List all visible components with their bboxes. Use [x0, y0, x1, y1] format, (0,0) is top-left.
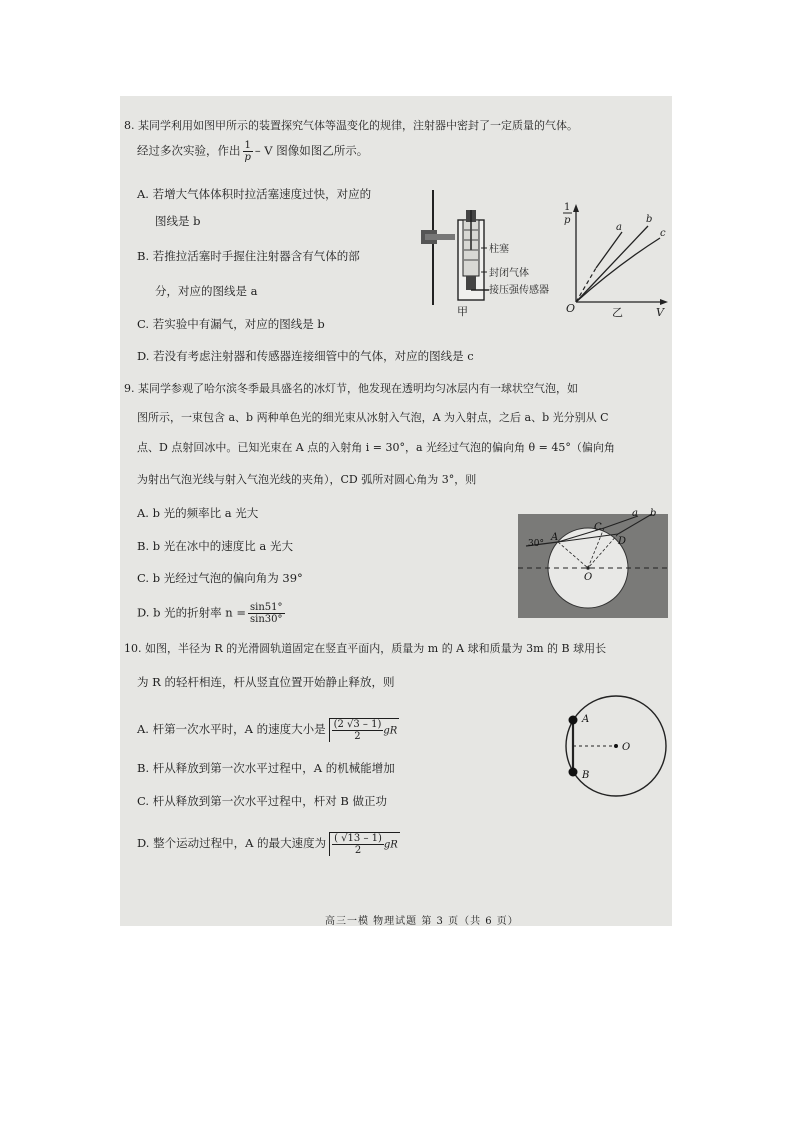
q8-axis-y-den: p: [564, 215, 571, 226]
q9-label-O: O: [584, 572, 593, 583]
q9-label-C: C: [594, 522, 602, 533]
q9-stem-line2: 图所示，一束包含 a、b 两种单色光的细光束从冰射入气泡，A 为入射点，之后 a、b 光分别从 C: [137, 411, 609, 424]
q8-label-b: b: [646, 214, 653, 225]
q10-figure-circle-track: [558, 686, 670, 804]
q9-label-a: a: [632, 508, 638, 519]
q9-option-a: A. b 光的频率比 a 光大: [137, 506, 259, 520]
q9-label-angle: 30°: [528, 539, 544, 549]
q9-stem-line3: 点、D 点射回冰中。已知光束在 A 点的入射角 i = 30°，a 光经过气泡的偏向角 θ = 45°（偏向角: [137, 441, 615, 454]
q8-fraction: $\frac{1}{p}$: [244, 140, 251, 163]
q9-option-d-fraction: $\frac{\sin 51^\circ}{\sin 30^\circ}$: [250, 602, 283, 625]
q8-label-plunger: 柱塞: [489, 244, 509, 255]
q8-curve-c: [576, 238, 660, 302]
q8-axis-y-num: 1: [564, 202, 571, 213]
q10-label-O: O: [622, 742, 631, 753]
q9-option-b: B. b 光在冰中的速度比 a 光大: [137, 539, 293, 553]
q9-label-A: A: [551, 532, 559, 543]
q8-option-b-line2: 分，对应的图线是 a: [155, 284, 258, 298]
q9-stem-line1: 9. 某同学参观了哈尔滨冬季最具盛名的冰灯节，他发现在透明均匀冰层内有一球状空气泡，如: [124, 382, 578, 395]
q9-figure-ice-bubble: [518, 506, 668, 618]
q8-option-a-line2: 图线是 b: [155, 214, 201, 228]
q8-label-c: c: [660, 228, 666, 239]
q8-option-a-line1: A. 若增大气体体积时拉活塞速度过快，对应的: [137, 187, 372, 201]
q10-option-a-sqrt: $\frac{(2 √3 - 1)}{2}$ gR: [329, 718, 400, 742]
q10-stem-line2: 为 R 的轻杆相连，杆从竖直位置开始静止释放，则: [137, 675, 395, 689]
q8-figure-jia: [415, 190, 555, 320]
q10-label-B: B: [582, 770, 590, 781]
q10-option-c: C. 杆从释放到第一次水平过程中，杆对 B 做正功: [137, 794, 387, 808]
q8-option-c: C. 若实验中有漏气，对应的图线是 b: [137, 317, 325, 331]
q8-option-d: D. 若没有考虑注射器和传感器连接细管中的气体，对应的图线是 c: [137, 349, 474, 363]
q9-label-D: D: [618, 536, 627, 547]
q8-label-gas: 封闭气体: [489, 268, 529, 279]
q10-option-d-sqrt: $\frac{( √13 - 1)}{2}$ gR: [329, 832, 400, 856]
q8-caption-yi: 乙: [612, 306, 623, 319]
page-footer: 高三一模 物理试题 第 3 页（共 6 页）: [325, 916, 519, 927]
q8-caption-jia: 甲: [457, 305, 468, 318]
q10-label-A: A: [582, 714, 590, 725]
q10-stem-line1: 10. 如图，半径为 R 的光滑圆轨道固定在竖直平面内，质量为 m 的 A 球和质量为 3m 的 B 球用长: [124, 642, 607, 655]
q8-option-b-line1: B. 若推拉活塞时手握住注射器含有气体的部: [137, 249, 360, 263]
q8-stem-line1: 8. 某同学利用如图甲所示的装置探究气体等温变化的规律，注射器中密封了一定质量的气体。: [124, 119, 578, 132]
q9-stem-line4: 为射出气泡光线与射入气泡光线的夹角），CD 弧所对圆心角为 3°，则: [137, 473, 477, 486]
q8-axis-x: V: [656, 306, 664, 319]
q9-option-d: D. b 光的折射率 n = $\frac{\sin 51^\circ}{\sin 30^\circ}$: [137, 602, 283, 625]
q10-option-a: A. 杆第一次水平时，A 的速度大小是 $\frac{(2 √3 - 1)}{2}$ gR: [137, 719, 398, 742]
q9-label-b: b: [650, 508, 657, 519]
q8-line-a: [596, 232, 622, 268]
q8-figure-yi: [556, 196, 672, 322]
q8-line-b: [576, 226, 648, 302]
q10-option-d: D. 整个运动过程中，A 的最大速度为 $\frac{( √13 - 1)}{2}$ gR: [137, 833, 398, 856]
q8-stem-line2: 经过多次实验，作出 $\frac{1}{p}$ – V 图像如图乙所示。: [137, 140, 369, 163]
q8-label-a: a: [616, 222, 622, 233]
q8-label-sensor: 接压强传感器: [489, 285, 549, 296]
q8-origin: O: [566, 302, 576, 315]
q9-option-c: C. b 光经过气泡的偏向角为 39°: [137, 571, 303, 585]
q10-option-b: B. 杆从释放到第一次水平过程中，A 的机械能增加: [137, 761, 395, 775]
